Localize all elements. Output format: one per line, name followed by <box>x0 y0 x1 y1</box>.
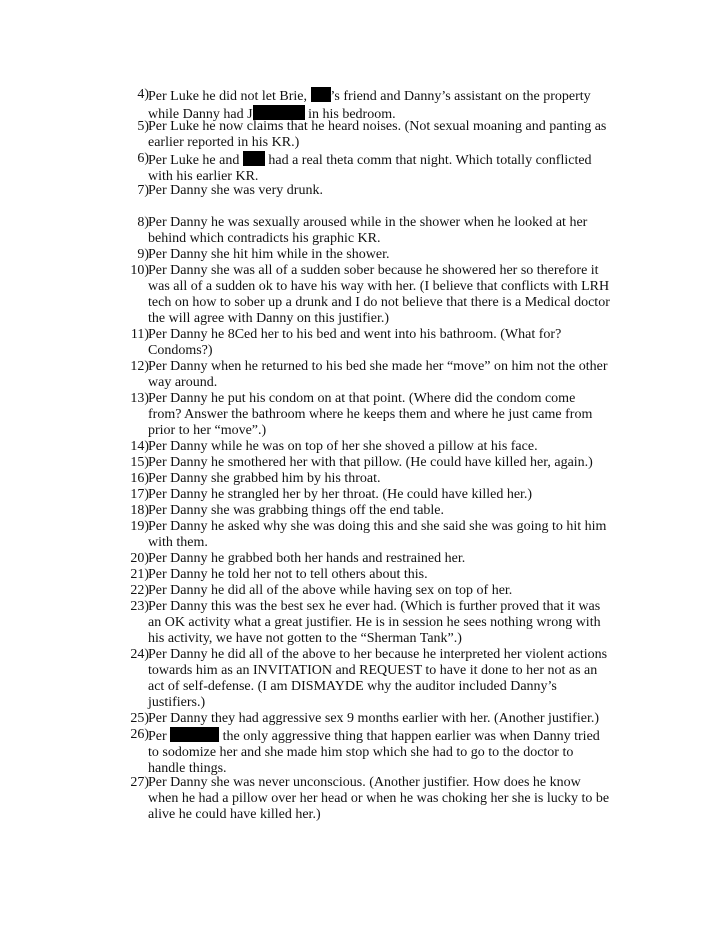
item-number: 5) <box>137 119 149 134</box>
item-text-line <box>148 631 627 647</box>
item-number: 7) <box>137 183 149 198</box>
text-segment: Per <box>148 729 171 744</box>
item-text-line <box>148 567 627 583</box>
item-text <box>148 599 627 647</box>
text-segment: Per Danny he 8Ced her to his bed and went into his bathroom. (What for? <box>148 327 562 342</box>
list-item <box>127 567 627 583</box>
item-text-line <box>148 535 627 551</box>
item-text-line <box>148 183 627 199</box>
item-number: 8) <box>137 215 149 230</box>
item-text-line <box>148 231 627 247</box>
item-number: 21) <box>130 567 149 582</box>
text-segment: from? Answer the bathroom where he keeps them and where he just came from <box>148 406 593 422</box>
item-text-line <box>148 135 627 151</box>
item-text <box>148 711 627 727</box>
item-number: 20) <box>130 551 149 566</box>
item-text-line <box>148 439 627 455</box>
item-text-line <box>148 679 627 695</box>
item-number: 25) <box>130 711 149 726</box>
item-text <box>148 647 627 711</box>
text-segment: had a real theta comm that night. Which totally conflicted <box>264 153 592 168</box>
item-number: 12) <box>130 359 149 374</box>
item-number: 23) <box>130 599 149 614</box>
item-text <box>148 327 627 359</box>
item-text-line <box>148 391 627 407</box>
item-text <box>148 727 627 777</box>
list-item <box>127 647 627 711</box>
item-text-line <box>148 727 627 745</box>
list-item <box>127 215 627 247</box>
list-item <box>127 583 627 599</box>
text-segment: justifiers.) <box>148 694 206 710</box>
item-text-line <box>148 407 627 423</box>
item-number: 13) <box>130 391 149 406</box>
item-number: 22) <box>130 583 149 598</box>
text-segment: Per Danny she was very drunk. <box>148 183 323 198</box>
list-item <box>127 487 627 503</box>
item-number: 27) <box>130 775 149 790</box>
text-segment: act of self-defense. (I am DISMAYDE why the auditor included Danny’s <box>148 678 557 694</box>
item-text <box>148 583 627 599</box>
item-text-line <box>148 599 627 615</box>
text-segment: Per Danny she hit him while in the shower. <box>148 247 390 262</box>
item-text <box>148 503 627 519</box>
text-segment: earlier reported in his KR.) <box>148 134 300 150</box>
item-number: 24) <box>130 647 149 662</box>
item-number: 4) <box>137 87 149 102</box>
text-segment: an OK activity what a great justifier. He is in session he sees nothing wrong with <box>148 614 601 630</box>
item-text <box>148 391 627 439</box>
text-segment: Per Danny when he returned to his bed she made her “move” on him not the other <box>148 359 608 374</box>
text-segment: the will agree with Danny on this justifier.) <box>148 310 390 326</box>
redaction-block <box>170 727 219 742</box>
text-segment: in his bedroom. <box>304 106 396 122</box>
list-item <box>127 87 627 123</box>
text-segment: tech on how to sober up a drunk and I do not believe that there is a Medical doctor <box>148 294 610 310</box>
item-text <box>148 455 627 471</box>
item-text-line <box>148 455 627 471</box>
item-text-line <box>148 263 627 279</box>
item-text-line <box>148 775 627 791</box>
text-segment: ’s friend and Danny’s assistant on the property <box>330 89 591 104</box>
text-segment: Per Danny he did all of the above to her because he interpreted her violent actions <box>148 647 608 662</box>
text-segment: the only aggressive thing that happen earlier was when Danny tried <box>219 729 600 744</box>
item-text-line <box>148 423 627 439</box>
item-text-line <box>148 791 627 807</box>
item-text <box>148 551 627 567</box>
item-text <box>148 215 627 247</box>
item-number: 19) <box>130 519 149 534</box>
item-text-line <box>148 215 627 231</box>
text-segment: Per Danny she was all of a sudden sober because he showered her so therefore it <box>148 263 599 278</box>
text-segment: Per Danny he smothered her with that pillow. (He could have killed her, again.) <box>148 455 593 470</box>
text-segment: Per Luke he now claims that he heard noises. (Not sexual moaning and panting as <box>148 119 607 134</box>
list-item <box>127 503 627 519</box>
text-segment: was all of a sudden ok to have his way with her. (I believe that conflicts with LRH <box>148 278 610 294</box>
item-text <box>148 119 627 151</box>
item-text-line <box>148 745 627 761</box>
list-item <box>127 359 627 391</box>
text-segment: Per Danny he strangled her by her throat. (He could have killed her.) <box>148 487 533 502</box>
item-number: 26) <box>130 727 149 742</box>
item-text-line <box>148 119 627 135</box>
item-text <box>148 439 627 455</box>
item-number: 14) <box>130 439 149 454</box>
text-segment: Per Danny she was grabbing things off the end table. <box>148 503 445 518</box>
item-text-line <box>148 247 627 263</box>
text-segment: Per Danny this was the best sex he ever had. (Which is further proved that it was <box>148 599 601 614</box>
text-segment: Per Danny he put his condom on at that point. (Where did the condom come <box>148 391 576 406</box>
list-item <box>127 471 627 487</box>
text-segment: prior to her “move”.) <box>148 422 267 438</box>
item-number: 15) <box>130 455 149 470</box>
text-segment: Condoms?) <box>148 342 213 358</box>
list-item <box>127 119 627 151</box>
list-item <box>127 263 627 327</box>
list-item <box>127 551 627 567</box>
list-item <box>127 599 627 647</box>
text-segment: Per Danny she was never unconscious. (Another justifier. How does he know <box>148 775 581 790</box>
item-number: 6) <box>137 151 149 166</box>
item-text-line <box>148 343 627 359</box>
text-segment: behind which contradicts his graphic KR. <box>148 230 381 246</box>
item-text-line <box>148 327 627 343</box>
item-text-line <box>148 87 627 105</box>
text-segment: Per Danny he told her not to tell others about this. <box>148 567 428 582</box>
item-number: 16) <box>130 471 149 486</box>
item-number: 18) <box>130 503 149 518</box>
redaction-block <box>311 87 331 102</box>
list-item <box>127 439 627 455</box>
item-text-line <box>148 295 627 311</box>
list-item <box>127 247 627 263</box>
text-segment: way around. <box>148 374 218 390</box>
text-segment: with them. <box>148 534 208 550</box>
item-text-line <box>148 487 627 503</box>
item-text <box>148 359 627 391</box>
item-text-line <box>148 663 627 679</box>
list-item <box>127 519 627 551</box>
text-segment: Per Luke he and <box>148 153 243 168</box>
item-number: 17) <box>130 487 149 502</box>
item-text <box>148 183 627 199</box>
text-segment: when he had a pillow over her head or when he was choking her she is lucky to be <box>148 790 610 806</box>
list-item <box>127 327 627 359</box>
item-text-line <box>148 615 627 631</box>
text-segment: with his earlier KR. <box>148 168 259 184</box>
list-item <box>127 455 627 471</box>
text-segment: Per Danny she grabbed him by his throat. <box>148 471 381 486</box>
text-segment: his activity, we have not gotten to the “Sherman Tank”.) <box>148 630 462 646</box>
list-item <box>127 391 627 439</box>
item-text-line <box>148 311 627 327</box>
item-text <box>148 151 627 185</box>
text-segment: Per Danny he grabbed both her hands and restrained her. <box>148 551 466 566</box>
item-number: 10) <box>130 263 149 278</box>
item-text <box>148 567 627 583</box>
item-text-line <box>148 519 627 535</box>
item-text <box>148 487 627 503</box>
item-number: 9) <box>137 247 149 262</box>
item-text-line <box>148 151 627 169</box>
item-text-line <box>148 375 627 391</box>
text-segment: handle things. <box>148 760 227 776</box>
item-text-line <box>148 471 627 487</box>
item-text <box>148 471 627 487</box>
list-item <box>127 711 627 727</box>
text-segment: alive he could have killed her.) <box>148 806 321 822</box>
list-item <box>127 727 627 777</box>
item-text <box>148 247 627 263</box>
text-segment: Per Danny while he was on top of her she shoved a pillow at his face. <box>148 439 538 454</box>
item-text-line <box>148 503 627 519</box>
item-text-line <box>148 711 627 727</box>
item-text <box>148 263 627 327</box>
item-text-line <box>148 551 627 567</box>
item-text-line <box>148 279 627 295</box>
text-segment: towards him as an INVITATION and REQUEST to have it done to her not as an <box>148 662 598 678</box>
text-segment: to sodomize her and she made him stop which she had to go to the doctor to <box>148 744 574 760</box>
list-item <box>127 151 627 185</box>
text-segment: Per Danny he asked why she was doing this and she said she was going to hit him <box>148 519 607 534</box>
text-segment: Per Luke he did not let Brie, <box>148 89 311 104</box>
item-number: 11) <box>130 327 149 342</box>
text-segment: Per Danny he was sexually aroused while in the shower when he looked at her <box>148 215 588 230</box>
list-item <box>127 775 627 823</box>
item-text-line <box>148 359 627 375</box>
item-text-line <box>148 647 627 663</box>
list-item <box>127 183 627 199</box>
text-segment: Per Danny he did all of the above while having sex on top of her. <box>148 583 513 598</box>
redaction-block <box>243 151 265 166</box>
redaction-block <box>253 105 305 120</box>
item-text <box>148 519 627 551</box>
item-text-line <box>148 807 627 823</box>
item-text <box>148 87 627 123</box>
text-segment: while Danny had J <box>148 106 253 122</box>
item-text-line <box>148 695 627 711</box>
item-text-line <box>148 583 627 599</box>
item-text <box>148 775 627 823</box>
text-segment: Per Danny they had aggressive sex 9 months earlier with her. (Another justifier.) <box>148 711 599 726</box>
